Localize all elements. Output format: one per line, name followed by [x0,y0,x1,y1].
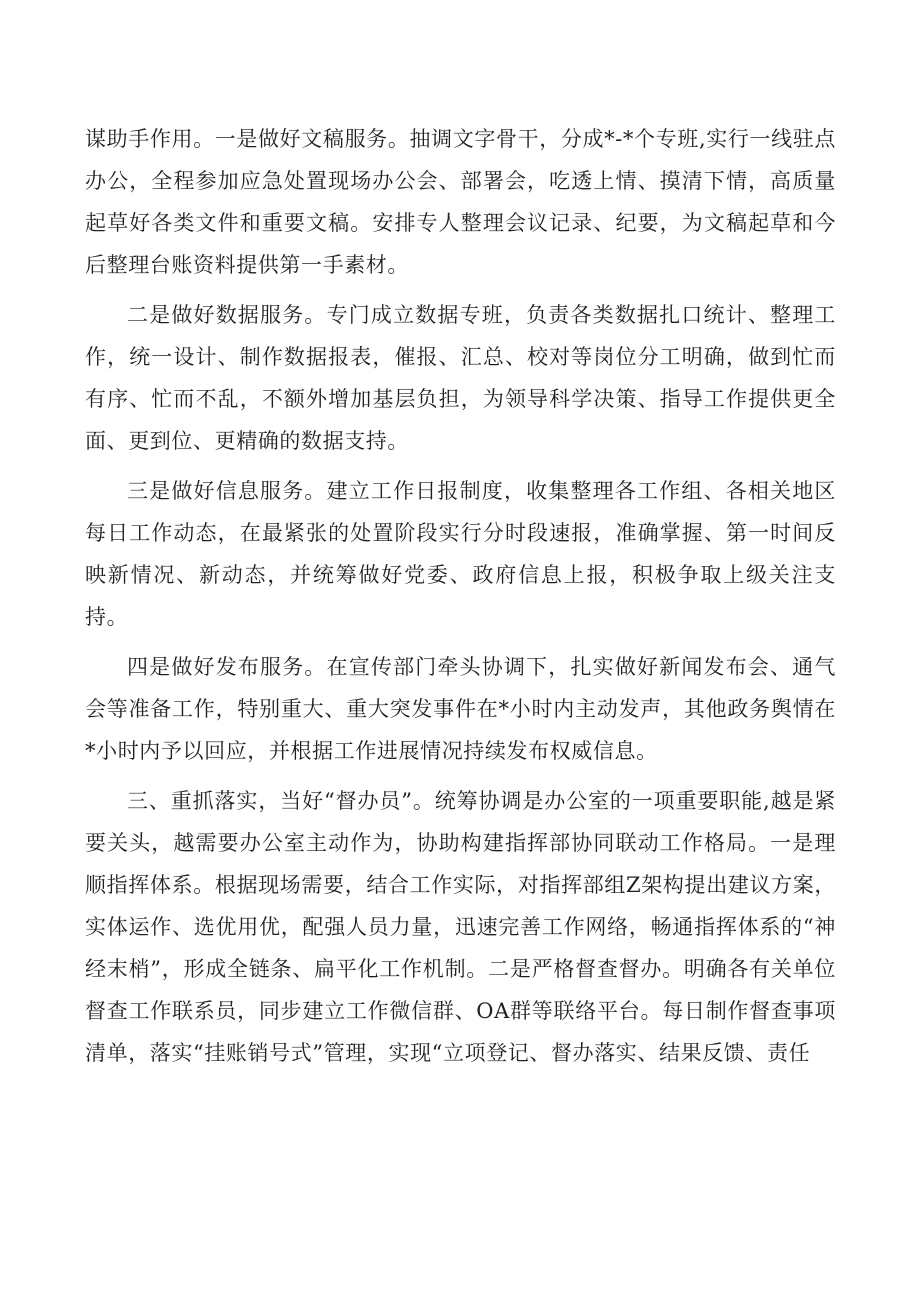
paragraph-4: 四是做好发布服务。在宣传部门牵头协调下，扎实做好新闻发布会、通气会等准备工作，特别重大、重大突发事件在*小时内主动发声，其他政务舆情在*小时内予以回应，并根据工作进展情况持续发布权威信息。 [85,655,836,763]
document-body [85,118,836,1082]
paragraph-2: 二是做好数据服务。专门成立数据专班，负责各类数据扎口统计、整理工作，统一设计、制作数据报表，催报、汇总、校对等岗位分工明确，做到忙而有序、忙而不乱，不额外增加基层负担，为领导科学决策、指导工作提供更全面、更到位、更精确的数据支持。 [85,303,836,453]
paragraph-5: 三、重抓落实，当好“督办员”。统筹协调是办公室的一项重要职能,越是紧要关头，越需要办公室主动作为，协助构建指挥部协同联动工作格局。一是理顺指挥体系。根据现场需要，结合工作实际，对指挥部组Z架构提出建议方案，实体运作、选优用优，配强人员力量，迅速完善工作网络，畅通指挥体系的“神经末梢”，形成全链条、扁平化工作机制。二是严格督查督办。明确各有关单位督查工作联系员，同步建立工作微信群、OA群等联络平台。每日制作督查事项清单，落实“挂账销号式”管理，实现“立项登记、督办落实、结果反馈、责任 [85,789,836,1065]
paragraph-1: 谋助手作用。一是做好文稿服务。抽调文字骨干，分成*-*个专班,实行一线驻点办公，全程参加应急处置现场办公会、部署会，吃透上情、摸清下情，高质量起草好各类文件和重要文稿。安排专人整理会议记录、纪要，为文稿起草和今后整理台账资料提供第一手素材。 [85,127,836,277]
paragraph-3: 三是做好信息服务。建立工作日报制度，收集整理各工作组、各相关地区每日工作动态，在最紧张的处置阶段实行分时段速报，准确掌握、第一时间反映新情况、新动态，并统筹做好党委、政府信息上报，积极争取上级关注支持。 [85,479,836,629]
